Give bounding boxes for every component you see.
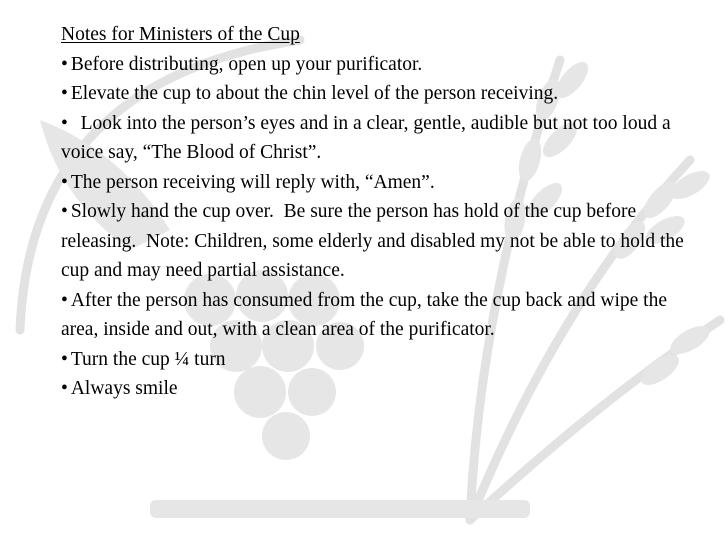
list-item [61, 50, 701, 80]
note-text: • Slowly hand the cup over. Be sure the person has hold of the cup before releasing. Note: Children, some elderly and disabled my not be able to hold the cup and may need partial assistance. [61, 201, 689, 281]
list-item [61, 374, 701, 404]
slide-content [61, 20, 701, 404]
note-text: • Elevate the cup to about the chin level of the person receiving. [61, 83, 558, 104]
note-text: • Look into the person’s eyes and in a clear, gentle, audible but not too loud a voice say, “The Blood of Christ”. [61, 113, 675, 164]
list-item [61, 109, 701, 168]
note-text: • The person receiving will reply with, “Amen”. [61, 172, 435, 193]
note-text: • Turn the cup ¼ turn [61, 349, 226, 370]
list-item [61, 79, 701, 109]
page-title: Notes for Ministers of the Cup [61, 24, 300, 45]
list-item [61, 286, 701, 345]
note-text: • Before distributing, open up your purificator. [61, 54, 422, 75]
list-item [61, 345, 701, 375]
notes-list [61, 50, 701, 404]
note-text: • Always smile [61, 378, 178, 399]
list-item [61, 197, 701, 286]
list-item [61, 168, 701, 198]
note-text: • After the person has consumed from the cup, take the cup back and wipe the area, inside and out, with a clean area of the purificator. [61, 290, 667, 341]
